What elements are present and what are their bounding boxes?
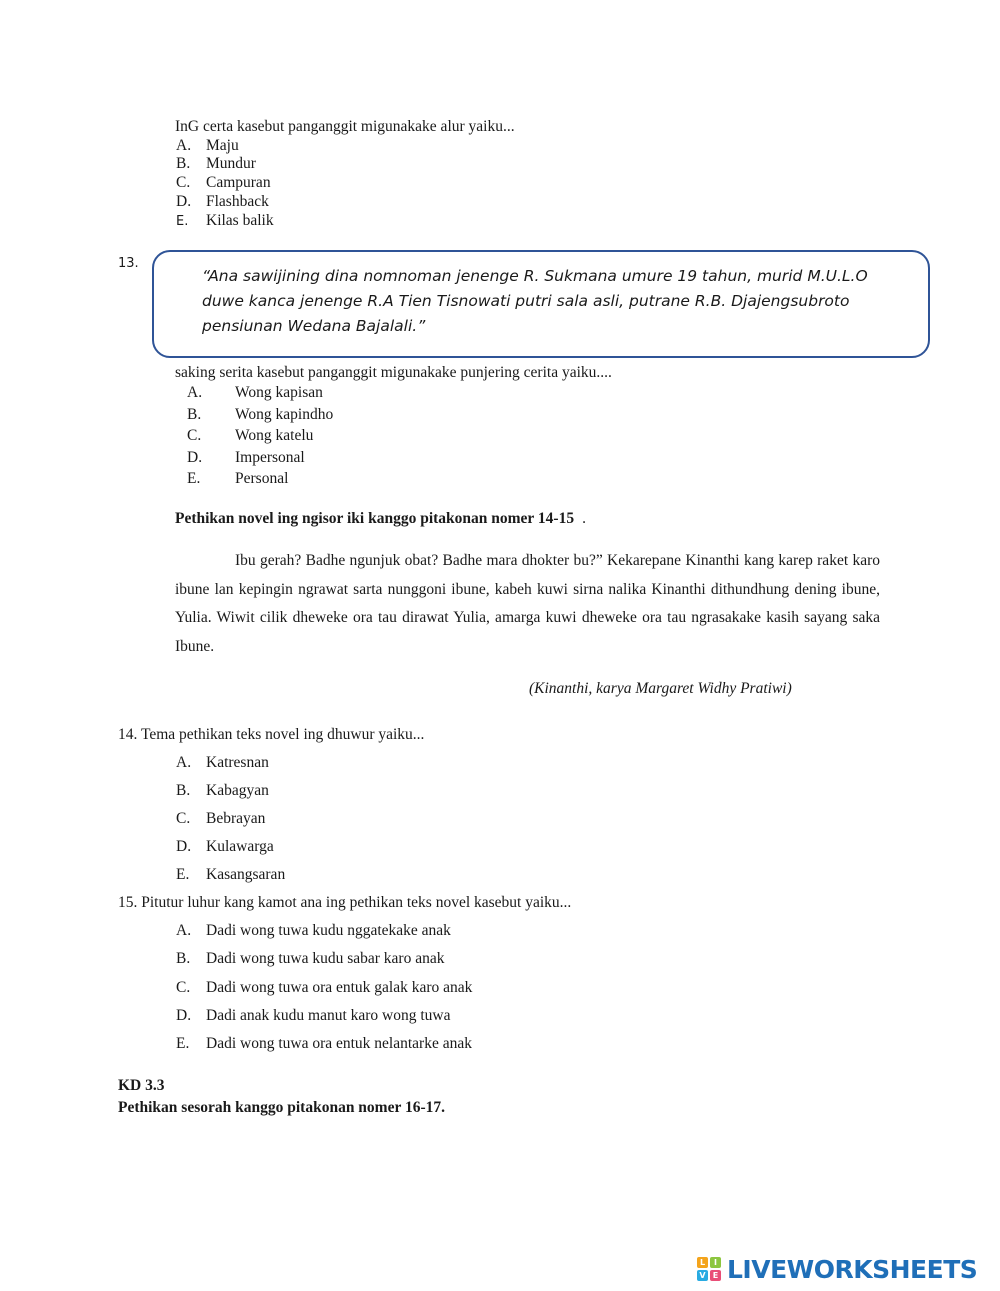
logo-square-l: L	[697, 1257, 708, 1268]
q13-option-c[interactable]	[187, 427, 314, 445]
q13-quote-box	[152, 250, 930, 358]
option-letter: C.	[176, 810, 191, 827]
option-text: Kabagyan	[206, 782, 269, 799]
option-letter: A.	[176, 922, 192, 939]
q14-stem: 14. Tema pethikan teks novel ing dhuwur yaiku...	[118, 726, 425, 743]
option-letter: D.	[187, 449, 203, 466]
q15-option-d[interactable]	[176, 1007, 451, 1025]
option-letter: B.	[176, 782, 191, 799]
option-text: Bebrayan	[206, 810, 266, 827]
option-letter: C.	[176, 979, 191, 996]
option-letter: A.	[176, 754, 192, 771]
q13-option-e[interactable]	[187, 470, 289, 488]
q13-option-a[interactable]	[187, 384, 323, 402]
section-heading-text: Pethikan novel ing ngisor iki kanggo pitakonan nomer 14-15	[175, 510, 575, 527]
q12-option-e[interactable]	[176, 212, 274, 230]
option-text: Dadi wong tuwa ora entuk nelantarke anak	[206, 1035, 472, 1052]
option-letter: E.	[176, 866, 190, 883]
logo-text: LIVEWORKSHEETS	[727, 1254, 978, 1284]
logo-square-e: E	[710, 1270, 721, 1281]
option-letter: D.	[176, 1007, 192, 1024]
option-letter: B.	[176, 950, 191, 967]
q14-option-a[interactable]	[176, 754, 269, 772]
option-text: Dadi anak kudu manut karo wong tuwa	[206, 1007, 451, 1024]
option-letter: A.	[187, 384, 203, 401]
logo-square-i: I	[710, 1257, 721, 1268]
option-text: Kasangsaran	[206, 866, 286, 883]
option-text: Personal	[235, 470, 289, 487]
option-letter: D.	[176, 838, 192, 855]
option-text: Impersonal	[235, 449, 305, 466]
q13-stem: saking serita kasebut panganggit migunakake punjering cerita yaiku....	[175, 364, 612, 381]
option-text: Dadi wong tuwa kudu nggatekake anak	[206, 922, 451, 939]
option-letter: E.	[187, 470, 201, 487]
q12-option-a[interactable]	[176, 137, 239, 155]
q14-option-d[interactable]	[176, 838, 274, 856]
q12-option-b[interactable]	[176, 155, 256, 173]
q13-quote: “Ana sawijining dina nomnoman jenenge R. Sukmana umure 19 tahun, murid M.U.L.O duwe kanca jenenge R.A Tien Tisnowati putri sala asli, putrane R.B. Djajengsubroto pensiunan Wedana Bajalali.”	[202, 267, 868, 335]
passage-source: (Kinanthi, karya Margaret Widhy Pratiwi)	[529, 680, 792, 697]
q13-number: 13.	[118, 256, 139, 271]
option-letter: D.	[176, 193, 192, 210]
q15-option-b[interactable]	[176, 950, 445, 968]
option-letter: E.	[176, 214, 189, 229]
option-text: Wong kapisan	[235, 384, 323, 401]
q15-option-e[interactable]	[176, 1035, 472, 1053]
option-text: Kulawarga	[206, 838, 274, 855]
option-text: Mundur	[206, 155, 256, 172]
option-text: Dadi wong tuwa kudu sabar karo anak	[206, 950, 445, 967]
kd-title: KD 3.3	[118, 1077, 165, 1094]
q12-stem: InG certa kasebut panganggit migunakake alur yaiku...	[175, 118, 515, 135]
q15-option-a[interactable]	[176, 922, 451, 940]
section-heading-tail: .	[582, 510, 586, 527]
q12-option-d[interactable]	[176, 193, 269, 211]
q14-option-e[interactable]	[176, 866, 286, 884]
q12-option-c[interactable]	[176, 174, 271, 192]
kd-subtitle: Pethikan sesorah kanggo pitakonan nomer 16-17.	[118, 1099, 445, 1116]
option-text: Wong katelu	[235, 427, 314, 444]
liveworksheets-logo[interactable]	[697, 1254, 977, 1284]
option-letter: C.	[176, 174, 191, 191]
option-text: Katresnan	[206, 754, 269, 771]
option-text: Wong kapindho	[235, 406, 334, 423]
q15-stem: 15. Pitutur luhur kang kamot ana ing pethikan teks novel kasebut yaiku...	[118, 894, 572, 911]
option-letter: C.	[187, 427, 202, 444]
q14-option-c[interactable]	[176, 810, 266, 828]
logo-squares-icon	[697, 1257, 721, 1281]
option-text: Dadi wong tuwa ora entuk galak karo anak	[206, 979, 473, 996]
section-heading-14-15	[175, 510, 586, 528]
option-text: Maju	[206, 137, 239, 154]
q14-option-b[interactable]	[176, 782, 269, 800]
option-letter: B.	[187, 406, 202, 423]
option-letter: B.	[176, 155, 191, 172]
q15-option-c[interactable]	[176, 979, 473, 997]
option-text: Flashback	[206, 193, 269, 210]
q13-option-d[interactable]	[187, 449, 305, 467]
option-text: Kilas balik	[206, 212, 274, 229]
option-text: Campuran	[206, 174, 271, 191]
novel-passage: Ibu gerah? Badhe ngunjuk obat? Badhe mara dhokter bu?” Kekarepane Kinanthi kang karep raket karo ibune lan kepingin ngrawat sarta nunggoni ibune, kabeh kuwi sirna nalika Kinanthi dithundhung dening ibune, Yulia. Wiwit cilik dheweke ora tau dirawat Yulia, amarga kuwi dheweke ora tau ngrasakake kasih sayang saka Ibune.	[175, 552, 880, 655]
option-letter: E.	[176, 1035, 190, 1052]
option-letter: A.	[176, 137, 192, 154]
q13-option-b[interactable]	[187, 406, 334, 424]
logo-square-v: V	[697, 1270, 708, 1281]
